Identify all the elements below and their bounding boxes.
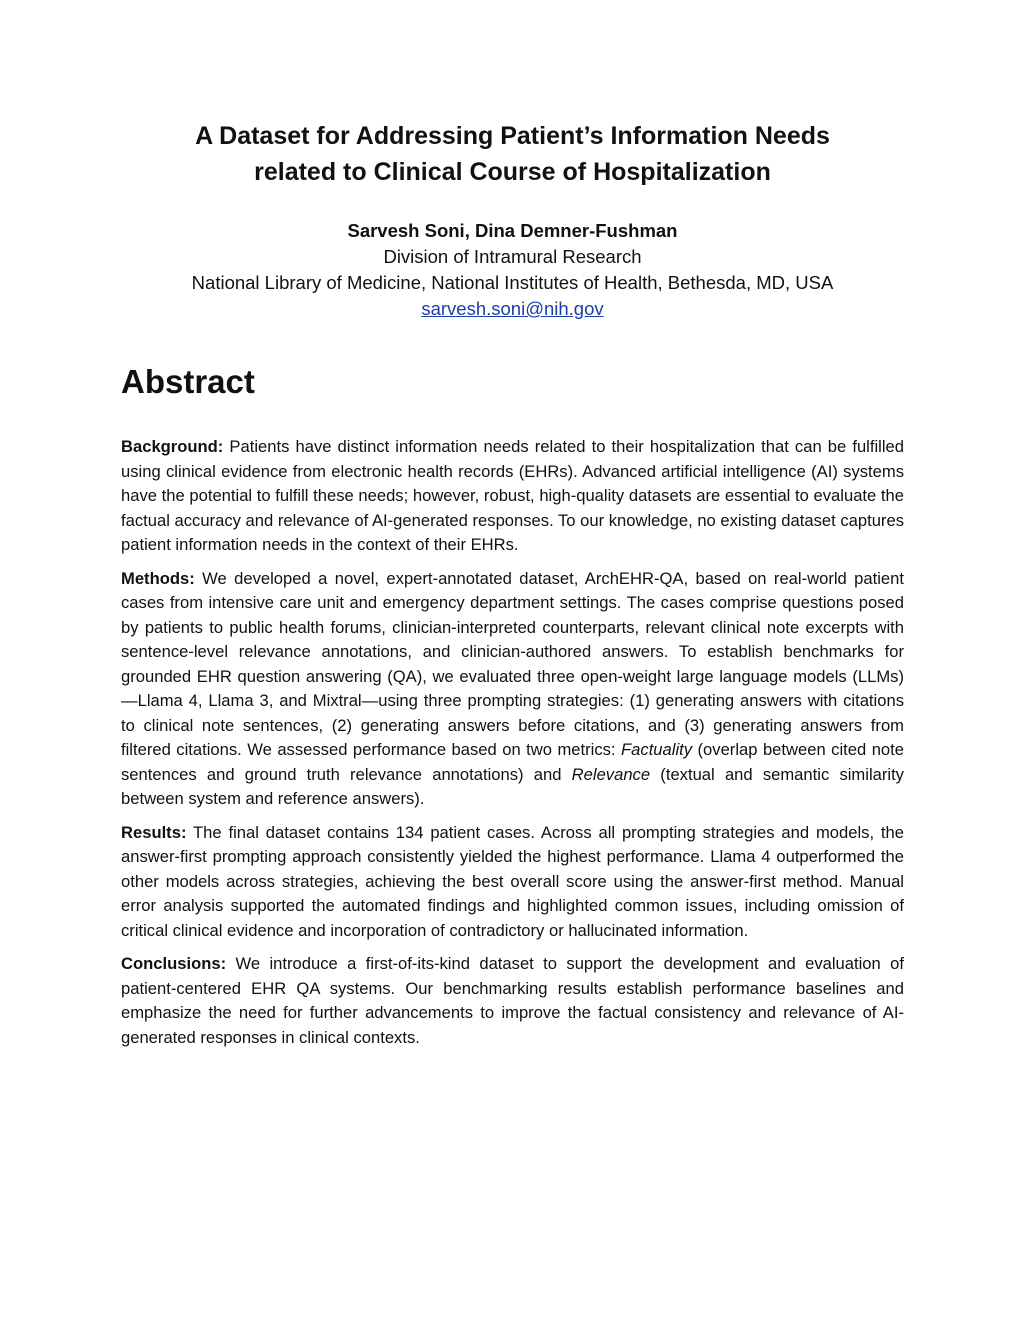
title-line-1: A Dataset for Addressing Patient’s Information Needs bbox=[195, 122, 830, 150]
methods-text-2: (overlap between cited note sentences and ground truth relevance annotations) and bbox=[121, 740, 904, 784]
paper-page bbox=[121, 118, 904, 1050]
results-label: Results: bbox=[121, 822, 187, 842]
author-email-link[interactable]: sarvesh.soni@nih.gov bbox=[421, 298, 604, 319]
abstract-results bbox=[121, 821, 904, 944]
abstract-heading: Abstract bbox=[121, 363, 255, 400]
affiliation-division: Division of Intramural Research bbox=[383, 246, 642, 267]
affiliation-institution: National Library of Medicine, National Institutes of Health, Bethesda, MD, USA bbox=[191, 272, 834, 293]
author-list: Sarvesh Soni, Dina Demner-Fushman bbox=[347, 220, 678, 241]
conclusions-label: Conclusions: bbox=[121, 954, 227, 973]
methods-text-3: (textual and semantic similarity between system and reference answers). bbox=[121, 764, 904, 808]
abstract-conclusions bbox=[121, 952, 904, 1050]
abstract-background bbox=[121, 435, 904, 558]
title-line-2: related to Clinical Course of Hospitalization bbox=[254, 158, 771, 186]
background-text: Patients have distinct information needs related to their hospitalization that can be fulfilled using clinical evidence from electronic health records (EHRs). Advanced artificial intelligence (AI) systems have the potential to fulfill these needs; however, robust, high-quality datasets are essential to evaluate the factual accuracy and relevance of AI-generated responses. To our knowledge, no existing dataset captures patient information needs in the context of their EHRs. bbox=[121, 437, 904, 554]
methods-relevance-term: Relevance bbox=[571, 764, 651, 784]
methods-label: Methods: bbox=[121, 568, 195, 588]
paper-title bbox=[121, 118, 904, 190]
background-label: Background: bbox=[121, 437, 224, 456]
methods-factuality-term: Factuality bbox=[621, 740, 693, 759]
conclusions-text: We introduce a first-of-its-kind dataset to support the development and evaluation of patient-centered EHR QA systems. Our benchmarking results establish performance baselines and emphasize the need for further advancements to improve the factual consistency and relevance of AI-generated responses in clinical contexts. bbox=[121, 954, 904, 1047]
abstract-methods bbox=[121, 567, 904, 812]
author-email-line bbox=[121, 296, 904, 322]
methods-text-1: We developed a novel, expert-annotated dataset, ArchEHR-QA, based on real-world patient cases from intensive care unit and emergency department settings. The cases comprise questions posed by patients to public health forums, clinician-interpreted counterparts, relevant clinical note excerpts with sentence-level relevance annotations, and clinician-authored answers. To establish benchmarks for grounded EHR question answering (QA), we evaluated three open-weight large language models (LLMs)—Llama 4, Llama 3, and Mixtral—using three prompting strategies: (1) generating answers with citations to clinical note sentences, (2) generating answers before citations, and (3) generating answers from filtered citations. We assessed performance based on two metrics: bbox=[121, 568, 904, 759]
results-text: The final dataset contains 134 patient cases. Across all prompting strategies and models, the answer-first prompting approach consistently yielded the highest performance. Llama 4 outperformed the other models across strategies, achieving the best overall score using the answer-first method. Manual error analysis supported the automated findings and highlighted common issues, including omission of critical clinical evidence and incorporation of contradictory or hallucinated information. bbox=[121, 822, 904, 940]
